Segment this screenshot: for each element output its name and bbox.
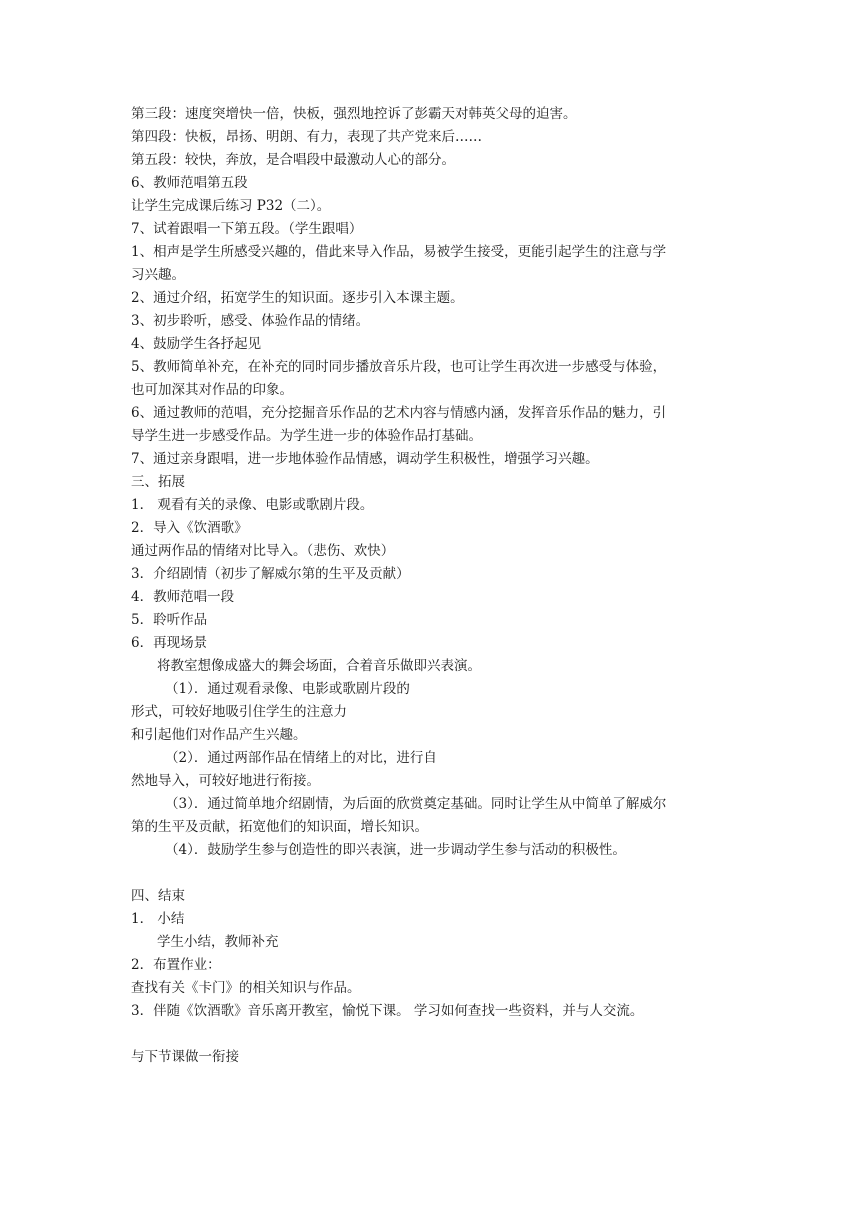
text-line: 1． 观看有关的录像、电影或歌剧片段。 (131, 497, 374, 513)
blank-line (131, 862, 743, 885)
text-line: 5．聆听作品 (131, 612, 208, 628)
text-line: 和引起他们对作品产生兴趣。 (131, 727, 307, 743)
text-line: 第四段：快板，昂扬、明朗、有力，表现了共产党来后…… (131, 129, 482, 145)
text-line: 第三段：速度突增快一倍，快板，强烈地控诉了彭霸天对韩英父母的迫害。 (131, 106, 577, 122)
text-line: 5、教师简单补充，在补充的同时同步播放音乐片段，也可让学生再次进一步感受与体验， (131, 359, 667, 375)
text-line: 1、相声是学生所感受兴趣的，借此来导入作品，易被学生接受，更能引起学生的注意与学 (131, 244, 667, 260)
text-line: 6、教师范唱第五段 (131, 175, 248, 191)
text-line: 查找有关《卡门》的相关知识与作品。 (131, 980, 361, 996)
text-line: 4、鼓励学生各抒起见 (131, 336, 262, 352)
text-line: 习兴趣。 (131, 267, 185, 283)
text-line: 3．介绍剧情（初步了解威尔第的生平及贡献） (131, 566, 410, 582)
text-line: 1． 小结 (131, 911, 185, 927)
text-line: 6．再现场景 (131, 635, 208, 651)
text-line: 学生小结，教师补充 (157, 934, 279, 950)
document-body (131, 103, 743, 1069)
text-line: 2、通过介绍，拓宽学生的知识面。逐步引入本课主题。 (131, 290, 464, 306)
text-line: 4．教师范唱一段 (131, 589, 235, 605)
text-line: （2）．通过两部作品在情绪上的对比，进行自 (165, 750, 437, 766)
text-line: 6、通过教师的范唱，充分挖掘音乐作品的艺术内容与情感内涵，发挥音乐作品的魅力，引 (131, 405, 667, 421)
text-line: 第五段：较快，奔放，是合唱段中最激动人心的部分。 (131, 152, 455, 168)
section-heading: 四、结束 (131, 888, 185, 904)
text-line: 第的生平及贡献，拓宽他们的知识面，增长知识。 (131, 819, 428, 835)
text-line: 形式，可较好地吸引住学生的注意力 (131, 704, 347, 720)
text-line: 7、通过亲身跟唱，进一步地体验作品情感，调动学生积极性，增强学习兴趣。 (131, 451, 599, 467)
text-line: 也可加深其对作品的印象。 (131, 382, 293, 398)
text-line: 通过两作品的情绪对比导入。（悲伤、欢快） (131, 543, 395, 559)
text-line: 导学生进一步感受作品。为学生进一步的体验作品打基础。 (131, 428, 482, 444)
text-line: （3）．通过简单地介绍剧情，为后面的欣赏奠定基础。同时让学生从中简单了解威尔 (165, 796, 667, 812)
text-line: 2．导入《饮酒歌》 (131, 520, 248, 536)
text-line: （4）．鼓励学生参与创造性的即兴表演，进一步调动学生参与活动的积极性。 (165, 842, 626, 858)
text-line: （1）．通过观看录像、电影或歌剧片段的 (165, 681, 410, 697)
text-line: 将教室想像成盛大的舞会场面，合着音乐做即兴表演。 (157, 658, 481, 674)
text-line: 7、试着跟唱一下第五段。（学生跟唱） (131, 221, 363, 237)
text-line: 3．伴随《饮酒歌》音乐离开教室，愉悦下课。 学习如何查找一些资料，并与人交流。 (131, 1003, 644, 1019)
section-heading: 三、拓展 (131, 474, 185, 490)
text-line: 让学生完成课后练习 P32（二）。 (131, 198, 331, 214)
blank-line (131, 1023, 743, 1046)
text-line: 2．布置作业： (131, 957, 221, 973)
text-line: 然地导入，可较好地进行衔接。 (131, 773, 320, 789)
text-line: 与下节课做一衔接 (131, 1049, 239, 1065)
text-line: 3、初步聆听，感受、体验作品的情绪。 (131, 313, 370, 329)
